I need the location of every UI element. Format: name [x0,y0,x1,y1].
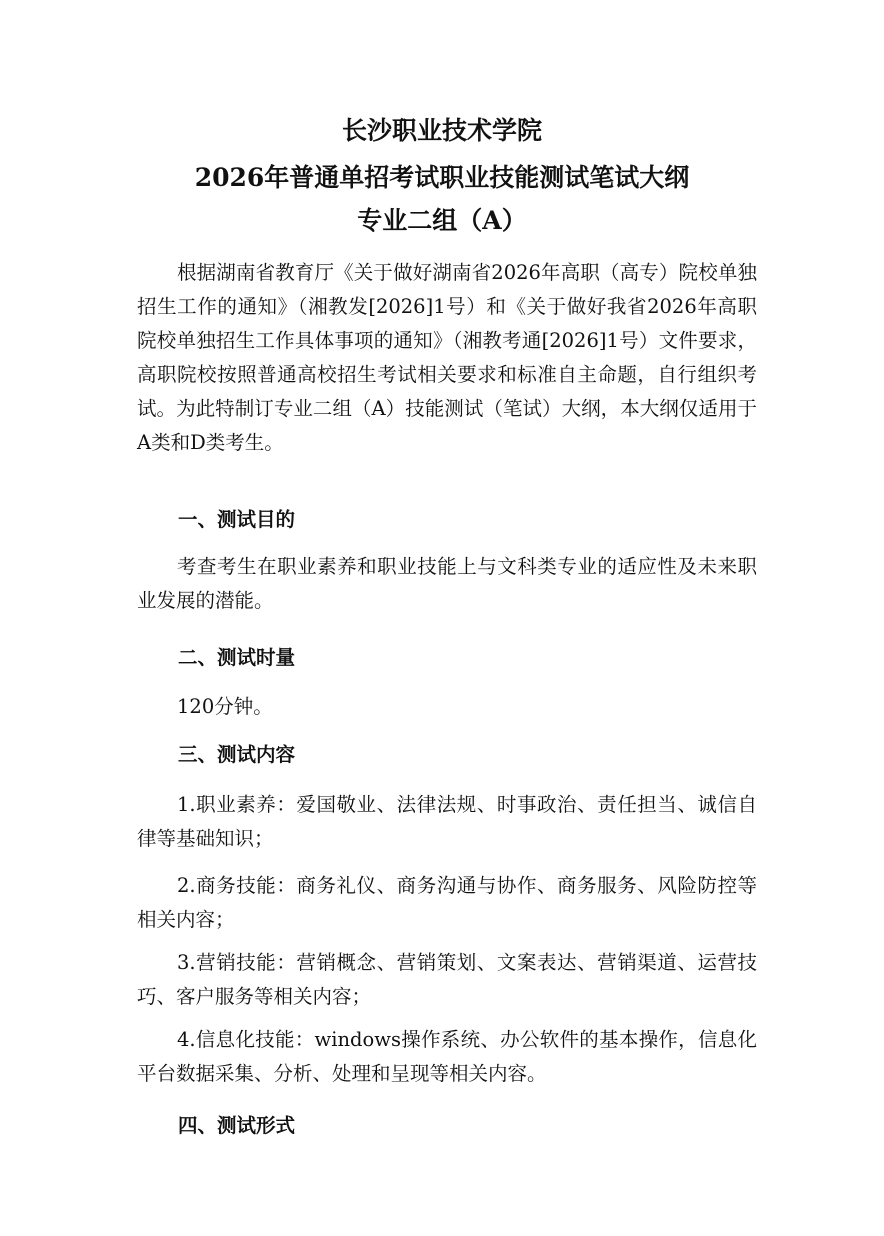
section-paragraph-purpose: 考查考生在职业素养和职业技能上与文科类专业的适应性及未来职业发展的潜能。 [137,555,757,612]
document-title-school: 长沙职业技术学院 [341,116,542,145]
section-paragraph-duration: 120分钟。 [177,695,273,718]
document-title-group: 专业二组（A） [357,206,527,235]
section-heading-purpose: 一、测试目的 [178,508,296,531]
content-item-4: 4.信息化技能：windows操作系统、办公软件的基本操作，信息化平台数据采集、分析、处理和呈现等相关内容。 [137,1028,757,1085]
section-heading-format: 四、测试形式 [178,1114,296,1137]
intro-paragraph: 根据湖南省教育厅《关于做好湖南省2026年高职（高专）院校单独招生工作的通知》（湘教发[2026]1号）和《关于做好我省2026年高职院校单独招生工作具体事项的通知》（湘教考通[2026]1号）文件要求，高职院校按照普通高校招生考试相关要求和标准自主命题，自行组织考试。为此特制订专业二组（A）技能测试（笔试）大纲，本大纲仅适用于A类和D类考生。 [137,261,757,454]
document-title-exam: 2026年普通单招考试职业技能测试笔试大纲 [194,163,690,192]
section-heading-content: 三、测试内容 [178,743,296,766]
content-item-3: 3.营销技能：营销概念、营销策划、文案表达、营销渠道、运营技巧、客户服务等相关内容； [137,951,757,1008]
section-heading-duration: 二、测试时量 [178,646,296,669]
content-item-1: 1.职业素养：爱国敬业、法律法规、时事政治、责任担当、诚信自律等基础知识； [137,793,757,850]
content-item-2: 2.商务技能：商务礼仪、商务沟通与协作、商务服务、风险防控等相关内容； [137,874,757,931]
